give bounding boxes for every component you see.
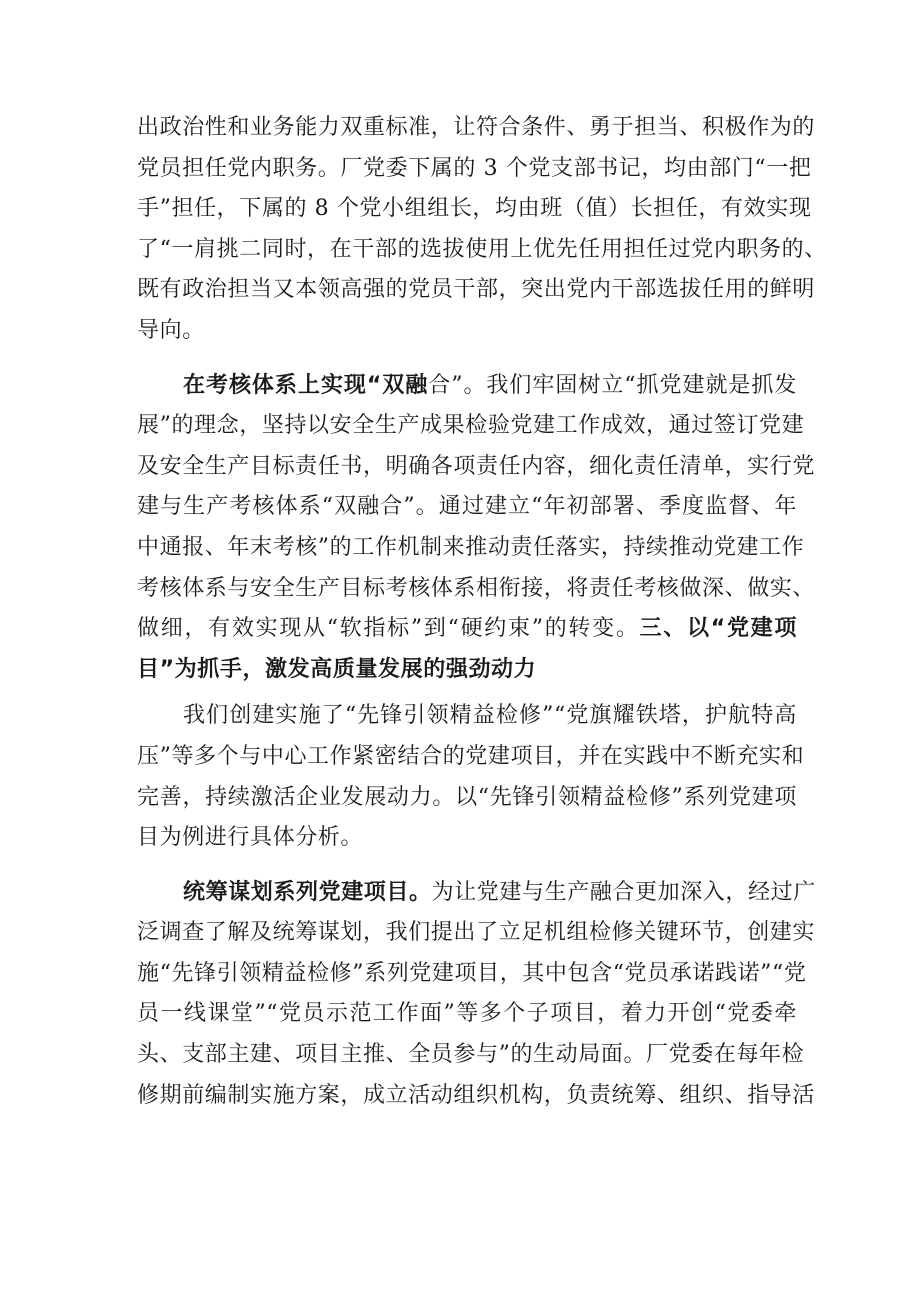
section-heading: 三、以“党建项 [639,616,797,642]
paragraph-line [137,609,797,650]
paragraph-line: 建与生产考核体系“双融合”。通过建立“年初部署、季度监督、年 [137,494,797,520]
paragraph-text: 为让党建与生产融合更加深入，经过广 [431,879,816,905]
paragraph-line: 及安全生产目标责任书，明确各项责任内容，细化责任清单，实行党 [137,453,816,479]
body-text [137,108,827,1116]
paragraph-line: 员一线课堂”“党员示范工作面”等多个子项目，着力开创“党委牵 [137,1001,797,1027]
paragraph-1 [137,108,827,352]
paragraph-line: 导向。 [137,317,205,343]
paragraph-line: 手”担任，下属的 8 个党小组组长，均由班（值）长担任，有效实现 [137,196,812,222]
inline-heading: 在考核体系上实现“双融 [183,372,429,398]
paragraph-line [137,366,797,407]
paragraph-line: 考核体系与安全生产目标考核体系相衔接，将责任考核做深、做实、 [137,575,816,601]
paragraph-line: 施“先锋引领精益检修”系列党建项目，其中包含“党员承诺践诺”“党 [137,960,807,986]
paragraph-4 [137,873,816,1117]
paragraph-line: 出政治性和业务能力双重标准，让符合条件、勇于担当、积极作为的 [137,115,816,140]
paragraph-line: 压”等多个与中心工作紧密结合的党建项目，并在实践中不断充实和 [137,743,805,769]
paragraph-line: 完善，持续激活企业发展动力。以“先锋引领精益检修”系列党建项 [137,784,797,810]
inline-heading-tail: 合”。 [428,372,487,398]
inline-heading: 统筹谋划系列党建项目。 [183,879,432,905]
paragraph-line: 中通报、年末考核”的工作机制来推动责任落实，持续推动党建工作 [137,534,805,560]
paragraph-line: 头、支部主建、项目主推、全员参与”的生动局面。厂党委在每年检 [137,1042,805,1068]
paragraph-line [137,650,797,691]
paragraph-2 [137,366,816,691]
paragraph-line: 既有政治担当又本领高强的党员干部，突出党内干部选拔任用的鲜明 [137,277,816,303]
paragraph-line: 展”的理念，坚持以安全生产成果检验党建工作成效，通过签订党建 [137,413,805,439]
paragraph-line: 目为例进行具体分析。 [137,825,364,851]
paragraph-line: 了“一肩挑二同时，在干部的选拔使用上优先任用担任过党内职务的、 [137,236,827,262]
paragraph-line: 泛调查了解及统筹谋划，我们提出了立足机组检修关键环节，创建实 [137,920,816,946]
paragraph-text: 我们牢固树立“抓党建就是抓发 [486,372,797,398]
paragraph-line: 我们创建实施了“先锋引领精益检修”“党旗耀铁塔，护航特高 [183,703,797,729]
paragraph-line [137,873,816,914]
paragraph-line: 修期前编制实施方案，成立活动组织机构，负责统筹、组织、指导活 [137,1082,816,1108]
paragraph-3 [137,696,805,858]
section-heading: 目”为抓手，激发高质量发展的强劲动力 [137,656,537,682]
paragraph-line: 党员担任党内职务。厂党委下属的 3 个党支部书记，均由部门“一把 [137,155,812,181]
paragraph-text: 做细，有效实现从“软指标”到“硬约束”的转变。 [137,616,640,642]
